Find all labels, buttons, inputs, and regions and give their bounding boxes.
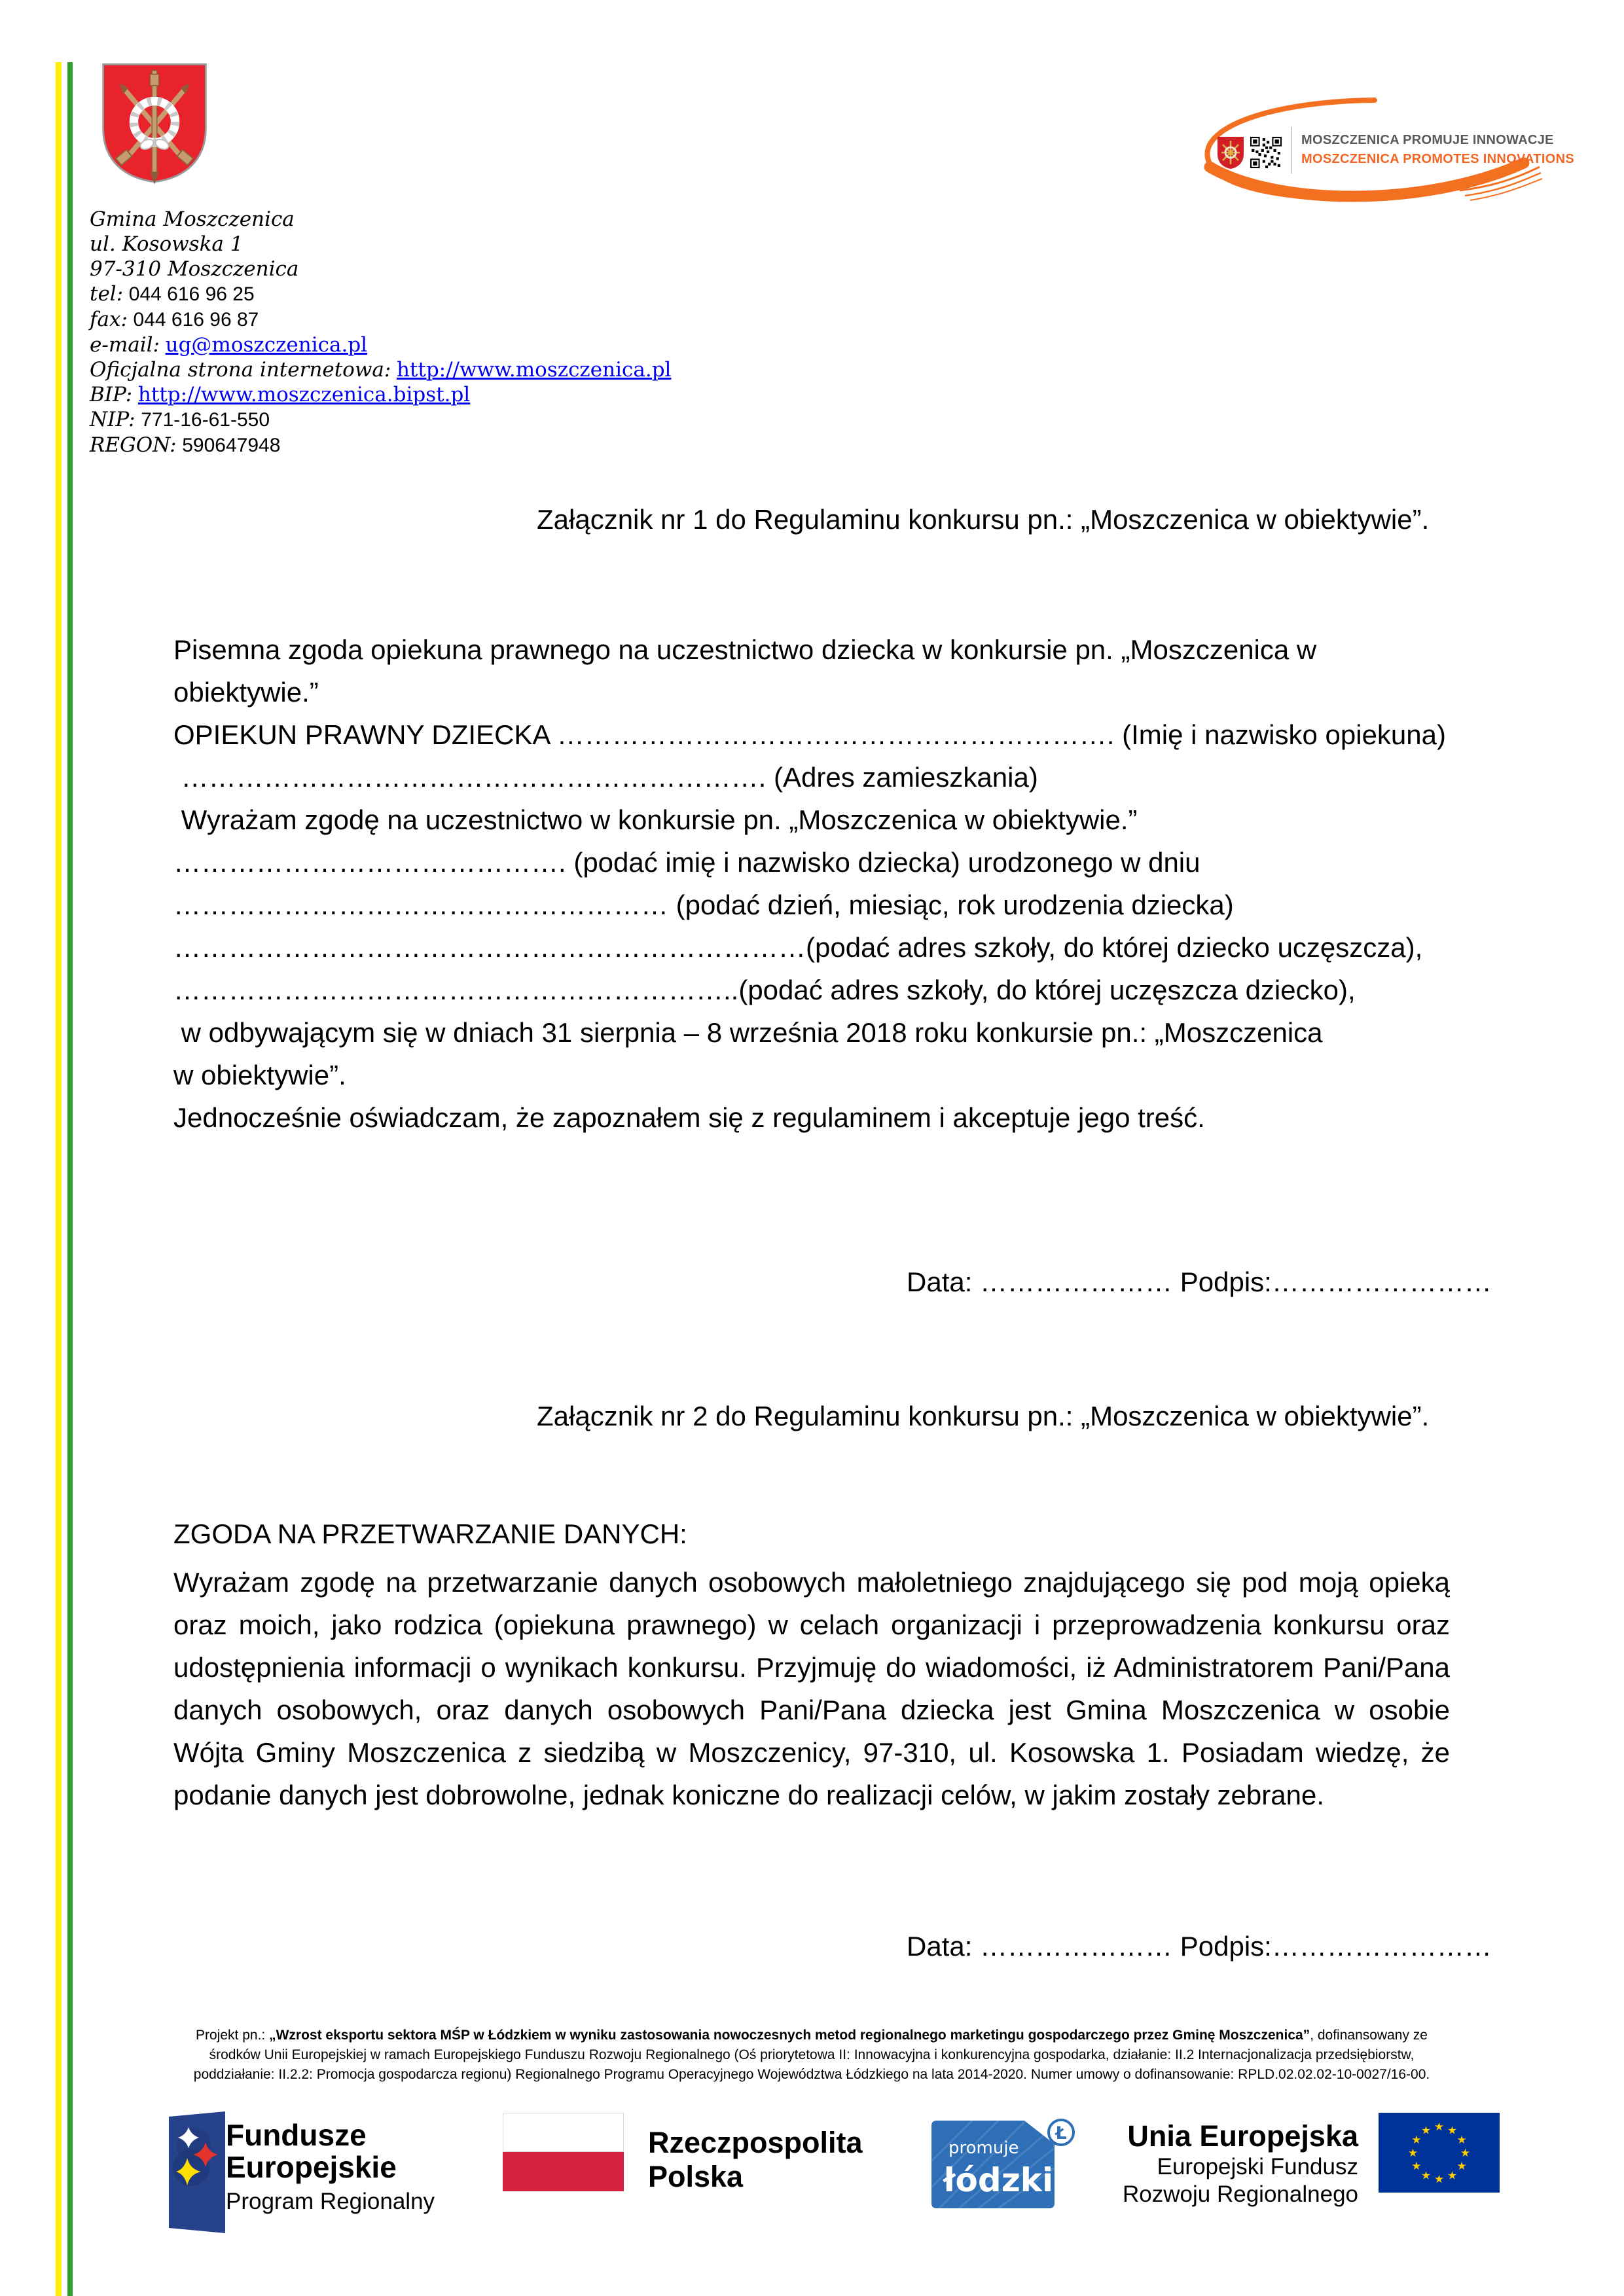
left-stripe-green <box>67 62 73 2296</box>
rp-line2: Polska <box>648 2160 744 2193</box>
svg-text:★: ★ <box>1447 2169 1458 2183</box>
fe-flag-icon <box>169 2111 225 2236</box>
moszczenica-shield-icon <box>1216 135 1245 170</box>
body-line: Wyrażam zgodę na uczestnictwo w konkursie pn. „Moszczenica w obiektywie.” <box>173 804 1138 835</box>
letterhead-contact-block <box>90 207 671 458</box>
disclaimer-prefix: Projekt pn.: <box>196 2028 270 2043</box>
fe-line2: Europejskie <box>226 2150 397 2184</box>
body-line: w obiektywie”. <box>173 1060 346 1090</box>
poland-flag-icon <box>503 2113 624 2191</box>
eu-line2: Europejski Fundusz <box>1157 2154 1358 2179</box>
svg-text:★: ★ <box>1447 2124 1458 2138</box>
body-line-guardian-name: OPIEKUN PRAWNY DZIECKA ……………………………………………………. (Imię i nazwisko opiekuna) <box>173 719 1446 750</box>
address-line2: 97-310 Moszczenica <box>90 257 299 281</box>
disclaimer-rest: , dofinansowany ze środków Unii Europejskiej w ramach Europejskiego Funduszu Rozwoju Regionalnego (Oś priorytetowa II: Innowacyjna i konkurencyjna gospodarka, działanie: II.2 Internacjonalizacja przedsiębiorstw, poddziałanie: II.2.2: Promocja gospodarcza regionu) Regionalnego Programu Operacyjnego Województwa Łódzkiego na lata 2014-2020. Numer umowy o dofinansowanie: RPLD.02.02.02-10-0027/16-00. <box>193 2028 1430 2082</box>
svg-text:★: ★ <box>1456 2134 1467 2147</box>
regon-line: REGON: 590647948 <box>90 433 281 457</box>
body-line-address-blank: ………………………………………………………. (Adres zamieszkania) <box>173 762 1038 793</box>
lodzkie-badge-icon <box>926 2115 1077 2214</box>
rzeczpospolita-polska-label <box>648 2126 863 2194</box>
svg-text:★: ★ <box>1420 2124 1432 2138</box>
svg-text:★: ★ <box>1434 2121 1445 2134</box>
body-line-birthdate-blank: ……………………………………………… (podać dzień, miesiąc, rok urodzenia dziecka) <box>173 889 1234 920</box>
poland-flag-white <box>503 2113 624 2152</box>
attachment1-body <box>173 628 1476 1139</box>
body-line-school-blank2: ……………………………………………………..(podać adres szkoły, do której uczęszcza dziecko), <box>173 975 1356 1005</box>
svg-text:★: ★ <box>1411 2134 1422 2147</box>
fundusze-europejskie-label <box>226 2119 435 2215</box>
project-funding-disclaimer <box>173 2026 1450 2085</box>
svg-text:★: ★ <box>1420 2169 1432 2183</box>
bip-link[interactable]: http://www.moszczenica.bipst.pl <box>137 383 471 406</box>
eu-line1: Unia Europejska <box>1127 2119 1358 2153</box>
svg-text:łódzkie: łódzkie <box>943 2161 1076 2199</box>
date-signature-line-2: Data: ………………… Podpis:…………………… <box>907 1931 1492 1962</box>
svg-text:★: ★ <box>1434 2173 1445 2186</box>
address-line1: ul. Kosowska 1 <box>90 232 244 256</box>
body-line-school-blank: ……………………………………………………………(podać adres szkoły, do której dziecko uczęszcza), <box>173 932 1423 963</box>
eu-flag-icon <box>1379 2113 1500 2193</box>
promo-logo-text-en: MOSZCZENICA PROMOTES INNOVATIONS <box>1301 152 1575 166</box>
email-line: e-mail: ug@moszczenica.pl <box>90 333 368 357</box>
svg-text:★: ★ <box>1407 2147 1418 2160</box>
phone-line: tel: 044 616 96 25 <box>90 282 255 306</box>
org-name: Gmina Moszczenica <box>90 207 295 231</box>
data-processing-consent-body: Wyrażam zgodę na przetwarzanie danych osobowych małoletniego znajdującego się pod moją opieką oraz moich, jako rodzica (opiekuna prawnego) w celach organizacji i przeprowadzenia konkursu oraz udostępnienia informacji o wynikach konkursu. Przyjmuję do wiadomości, iż Administratorem Pani/Pana danych osobowych, oraz danych osobowych Pani/Pana dziecka jest Gmina Moszczenica w osobie Wójta Gminy Moszczenica z siedzibą w Moszczenicy, 97-310, ul. Kosowska 1. Posiadam wiedzę, że podanie danych jest dobrowolne, jednak koniczne do realizacji celów, w jakim zostały zebrane. <box>173 1567 1450 1810</box>
website-line: Oficjalna strona internetowa: http://www.moszczenica.pl <box>90 358 672 382</box>
bip-line: BIP: http://www.moszczenica.bipst.pl <box>90 383 471 406</box>
attachment1-title: Załącznik nr 1 do Regulaminu konkursu pn.: „Moszczenica w obiektywie”. <box>537 504 1430 535</box>
svg-text:★: ★ <box>1460 2147 1471 2160</box>
svg-text:★: ★ <box>1456 2160 1467 2173</box>
promo-logo-text-pl: MOSZCZENICA PROMUJE INNOWACJE <box>1301 133 1554 147</box>
unia-europejska-label <box>1113 2119 1358 2208</box>
attachment2-title: Załącznik nr 2 do Regulaminu konkursu pn.: „Moszczenica w obiektywie”. <box>537 1401 1430 1431</box>
nip-line: NIP: 771-16-61-550 <box>90 408 270 431</box>
promo-logo-divider <box>1291 126 1292 173</box>
body-line: obiektywie.” <box>173 677 319 708</box>
eu-line3: Rozwoju Regionalnego <box>1123 2181 1358 2207</box>
poland-flag-red <box>503 2152 624 2191</box>
body-line: Pisemna zgoda opiekuna prawnego na uczestnictwo dziecka w konkursie pn. „Moszczenica w <box>173 634 1317 665</box>
disclaimer-project-name: „Wzrost eksportu sektora MŚP w Łódzkiem w wyniku zastosowania nowoczesnych metod regionalnego marketingu gospodarczego przez Gminę Moszczenica” <box>269 2028 1310 2043</box>
svg-text:Ł: Ł <box>1055 2123 1067 2144</box>
body-line: w odbywającym się w dniach 31 sierpnia – 8 września 2018 roku konkursie pn.: „Moszczenica <box>173 1017 1323 1048</box>
svg-text:★: ★ <box>1411 2160 1422 2173</box>
fax-line: fax: 044 616 96 87 <box>90 308 259 331</box>
date-signature-line-1: Data: ………………… Podpis:…………………… <box>907 1266 1492 1297</box>
svg-text:promuje: promuje <box>948 2138 1019 2158</box>
promo-logo <box>1178 95 1575 213</box>
website-link[interactable]: http://www.moszczenica.pl <box>396 358 672 382</box>
coat-of-arms-icon <box>98 60 211 187</box>
data-processing-consent-heading: ZGODA NA PRZETWARZANIE DANYCH: <box>173 1518 687 1549</box>
fe-line3: Program Regionalny <box>226 2189 435 2214</box>
rp-line1: Rzeczpospolita <box>648 2126 863 2159</box>
body-line-child-name-blank: ……………………………………. (podać imię i nazwisko dziecka) urodzonego w dniu <box>173 847 1200 878</box>
fe-line1: Fundusze <box>226 2118 367 2152</box>
email-link[interactable]: ug@moszczenica.pl <box>165 333 368 357</box>
qr-code-icon <box>1250 137 1282 168</box>
body-line: Jednocześnie oświadczam, że zapoznałem się z regulaminem i akceptuje jego treść. <box>173 1102 1205 1133</box>
left-stripe-yellow <box>56 62 62 2296</box>
